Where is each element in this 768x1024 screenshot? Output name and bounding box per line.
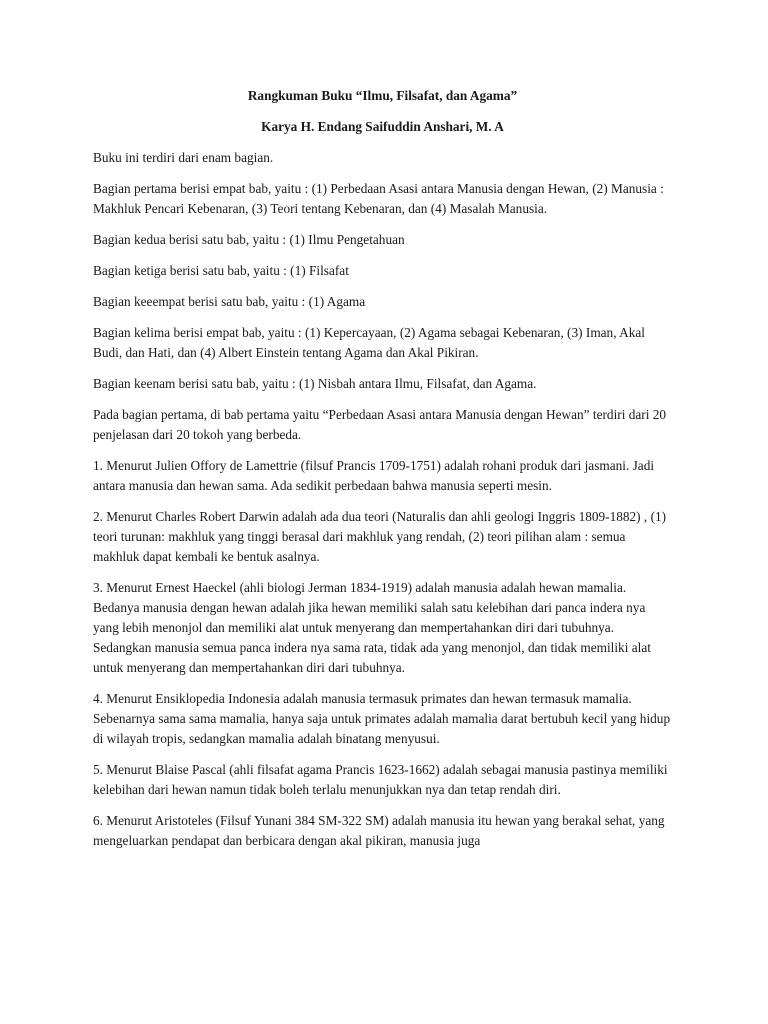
list-item: 1. Menurut Julien Offory de Lamettrie (filsuf Prancis 1709-1751) adalah rohani produk dari jasmani. Jadi antara manusia dan hewan sama. Ada sedikit perbedaan bahwa manusia seperti mesin. (93, 458, 655, 493)
paragraph: Bagian kelima berisi empat bab, yaitu : (1) Kepercayaan, (2) Agama sebagai Kebenaran, (3) Iman, Akal Budi, dan Hati, dan (4) Albert Einstein tentang Agama dan Akal Pikiran. (93, 325, 645, 360)
list-item: 4. Menurut Ensiklopedia Indonesia adalah manusia termasuk primates dan hewan termasuk mamalia. Sebenarnya sama sama mamalia, hanya saja untuk primates adalah mamalia darat bertubuh kecil yang hidup di wilayah tropis, sedangkan mamalia adalah binatang menyusui. (93, 691, 671, 746)
document-title: Rangkuman Buku “Ilmu, Filsafat, dan Agama” (247, 88, 518, 103)
list-item: 2. Menurut Charles Robert Darwin adalah ada dua teori (Naturalis dan ahli geologi Inggris 1809-1882) , (1) teori turunan: makhluk yang tinggi berasal dari makhluk yang rendah, (2) teori pilihan alam : semua makhluk dapat kembali ke bentuk asalnya. (93, 509, 667, 564)
list-item: 3. Menurut Ernest Haeckel (ahli biologi Jerman 1834-1919) adalah manusia adalah hewan mamalia. Bedanya manusia dengan hewan adalah jika hewan memiliki salah satu kelebihan dari panca indera nya yang lebih menonjol dan memiliki alat untuk menyerang dan mempertahankan diri dari tubuhnya. Sedangkan manusia semua panca indera nya sama rata, tidak ada yang menonjol, dan tidak memiliki alat untuk menyerang dan mempertahankan diri dari tubuhnya. (93, 580, 651, 675)
paragraph: Pada bagian pertama, di bab pertama yaitu “Perbedaan Asasi antara Manusia dengan Hewan” terdiri dari 20 penjelasan dari 20 tokoh yang berbeda. (93, 407, 667, 442)
document-author: Karya H. Endang Saifuddin Anshari, M. A (261, 119, 504, 134)
paragraph: Bagian kedua berisi satu bab, yaitu : (1) Ilmu Pengetahuan (93, 232, 405, 247)
list-item: 5. Menurut Blaise Pascal (ahli filsafat agama Prancis 1623-1662) adalah sebagai manusia pastinya memiliki kelebihan dari hewan namun tidak boleh terlalu menunjukkan nya dan tetap rendah diri. (93, 762, 668, 797)
paragraph: Bagian pertama berisi empat bab, yaitu : (1) Perbedaan Asasi antara Manusia dengan Hewan, (2) Manusia : Makhluk Pencari Kebenaran, (3) Teori tentang Kebenaran, dan (4) Masalah Manusia. (93, 181, 664, 216)
paragraph: Bagian ketiga berisi satu bab, yaitu : (1) Filsafat (93, 263, 349, 278)
paragraph: Bagian keenam berisi satu bab, yaitu : (1) Nisbah antara Ilmu, Filsafat, dan Agama. (93, 376, 537, 391)
paragraph: Buku ini terdiri dari enam bagian. (93, 150, 274, 165)
paragraph: Bagian keeempat berisi satu bab, yaitu : (1) Agama (93, 294, 366, 309)
list-item: 6. Menurut Aristoteles (Filsuf Yunani 384 SM-322 SM) adalah manusia itu hewan yang berakal sehat, yang mengeluarkan pendapat dan berbicara dengan akal pikiran, manusia juga (93, 813, 665, 848)
